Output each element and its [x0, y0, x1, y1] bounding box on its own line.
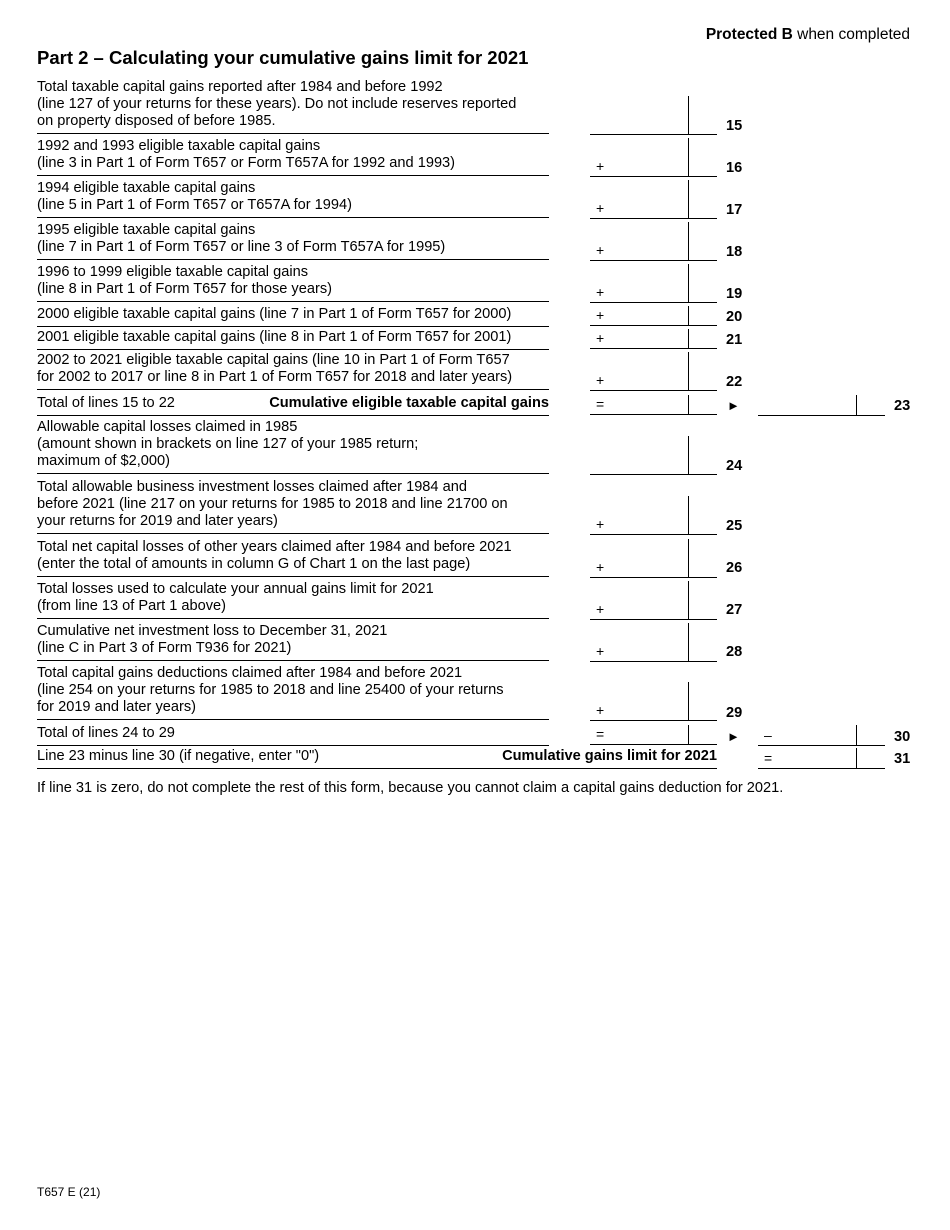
line-27-number: 27	[726, 602, 743, 618]
line-27-sign: +	[596, 601, 605, 617]
line-27-description: Total losses used to calculate your annual gains limit for 2021 (from line 13 of Part 1 above)	[37, 581, 549, 619]
line-20-amount-field[interactable]	[590, 306, 717, 326]
line-19-amount-field[interactable]	[590, 264, 717, 303]
line-21-description: 2001 eligible taxable capital gains (line 8 in Part 1 of Form T657 for 2001)	[37, 329, 549, 350]
line-31-equals-sign: =	[764, 750, 773, 766]
line-15-number: 15	[726, 118, 743, 134]
line-20-number: 20	[726, 309, 743, 325]
form-code-footer: T657 E (21)	[37, 1185, 101, 1199]
line-20-sign: +	[596, 307, 605, 323]
line-30-number: 30	[894, 729, 911, 745]
line-16-number: 16	[726, 160, 743, 176]
line-23-amount-field[interactable]	[758, 395, 885, 416]
line-31-amount-field[interactable]	[758, 748, 885, 769]
line-23-right-text: Cumulative eligible taxable capital gains	[269, 395, 549, 411]
line-31-number: 31	[894, 751, 911, 767]
line-17-amount-field[interactable]	[590, 180, 717, 219]
protected-rest: when completed	[792, 26, 910, 43]
line-28-description: Cumulative net investment loss to December 31, 2021 (line C in Part 3 of Form T936 for 2021)	[37, 623, 549, 661]
line-29-number: 29	[726, 705, 743, 721]
line-19-number: 19	[726, 286, 743, 302]
line-30-subtotal-field[interactable]	[590, 725, 717, 745]
line-26-amount-field[interactable]	[590, 539, 717, 578]
line-31-right-text: Cumulative gains limit for 2021	[502, 748, 717, 764]
line-26-sign: +	[596, 559, 605, 575]
line-29-sign: +	[596, 702, 605, 718]
line-25-amount-field[interactable]	[590, 496, 717, 535]
line-23-description	[37, 395, 549, 416]
line-27-amount-field[interactable]	[590, 581, 717, 620]
line-23-left-text: Total of lines 15 to 22	[37, 395, 175, 411]
line-20-description: 2000 eligible taxable capital gains (line 7 in Part 1 of Form T657 for 2000)	[37, 306, 549, 327]
line-19-sign: +	[596, 284, 605, 300]
line-30-arrow-icon: ►	[727, 729, 740, 744]
line-22-amount-field[interactable]	[590, 352, 717, 391]
line-25-number: 25	[726, 518, 743, 534]
line-18-description: 1995 eligible taxable capital gains (line 7 in Part 1 of Form T657 or line 3 of Form T657A for 1995)	[37, 222, 549, 260]
line-18-amount-field[interactable]	[590, 222, 717, 261]
line-28-number: 28	[726, 644, 743, 660]
line-24-amount-field[interactable]	[590, 436, 717, 475]
line-29-amount-field[interactable]	[590, 682, 717, 721]
line-30-equals-sign: =	[596, 726, 605, 742]
line-28-sign: +	[596, 643, 605, 659]
line-21-amount-field[interactable]	[590, 329, 717, 349]
protected-bold: Protected B	[705, 26, 793, 43]
protected-label	[706, 26, 910, 44]
line-21-number: 21	[726, 332, 743, 348]
line-17-sign: +	[596, 200, 605, 216]
line-23-number: 23	[894, 398, 911, 414]
line-28-amount-field[interactable]	[590, 623, 717, 662]
line-17-description: 1994 eligible taxable capital gains (line 5 in Part 1 of Form T657 or T657A for 1994)	[37, 180, 549, 218]
line-18-number: 18	[726, 244, 743, 260]
line-31-left-text: Line 23 minus line 30 (if negative, enter "0")	[37, 748, 320, 764]
line-25-description: Total allowable business investment losses claimed after 1984 and before 2021 (line 217 on your returns for 1985 to 2018 and line 21700 on your returns for 2019 and later years)	[37, 479, 549, 534]
line-30-left-text: Total of lines 24 to 29	[37, 725, 175, 741]
line-30-description	[37, 725, 549, 746]
line-26-number: 26	[726, 560, 743, 576]
line-22-sign: +	[596, 372, 605, 388]
line-25-sign: +	[596, 516, 605, 532]
part-title: Part 2 – Calculating your cumulative gains limit for 2021	[37, 47, 529, 68]
line-16-amount-field[interactable]	[590, 138, 717, 177]
line-30-amount-field[interactable]	[758, 725, 885, 746]
line-24-description: Allowable capital losses claimed in 1985 (amount shown in brackets on line 127 of your 1985 return; maximum of $2,000)	[37, 419, 549, 474]
line-16-sign: +	[596, 158, 605, 174]
line-15-description: Total taxable capital gains reported after 1984 and before 1992 (line 127 of your returns for these years). Do not include reserves reported on property disposed of before 1985.	[37, 79, 549, 134]
instruction-note: If line 31 is zero, do not complete the rest of this form, because you cannot claim a capital gains deduction for 2021.	[37, 780, 784, 796]
line-29-description: Total capital gains deductions claimed after 1984 and before 2021 (line 254 on your returns for 1985 to 2018 and line 25400 of your returns for 2019 and later years)	[37, 665, 549, 720]
line-15-amount-field[interactable]	[590, 96, 717, 135]
line-19-description: 1996 to 1999 eligible taxable capital gains (line 8 in Part 1 of Form T657 for those years)	[37, 264, 549, 302]
line-22-number: 22	[726, 374, 743, 390]
line-18-sign: +	[596, 242, 605, 258]
line-17-number: 17	[726, 202, 743, 218]
line-23-equals-sign: =	[596, 396, 605, 412]
line-24-number: 24	[726, 458, 743, 474]
line-31-description	[37, 748, 717, 769]
line-16-description: 1992 and 1993 eligible taxable capital gains (line 3 in Part 1 of Form T657 or Form T657A for 1992 and 1993)	[37, 138, 549, 176]
line-30-minus-sign: –	[764, 727, 772, 743]
line-26-description: Total net capital losses of other years claimed after 1984 and before 2021 (enter the total of amounts in column G of Chart 1 on the last page)	[37, 539, 549, 577]
line-21-sign: +	[596, 330, 605, 346]
line-23-arrow-icon: ►	[727, 398, 740, 413]
line-23-subtotal-field[interactable]	[590, 395, 717, 415]
line-22-description: 2002 to 2021 eligible taxable capital gains (line 10 in Part 1 of Form T657 for 2002 to 2017 or line 8 in Part 1 of Form T657 for 2018 and later years)	[37, 352, 549, 390]
